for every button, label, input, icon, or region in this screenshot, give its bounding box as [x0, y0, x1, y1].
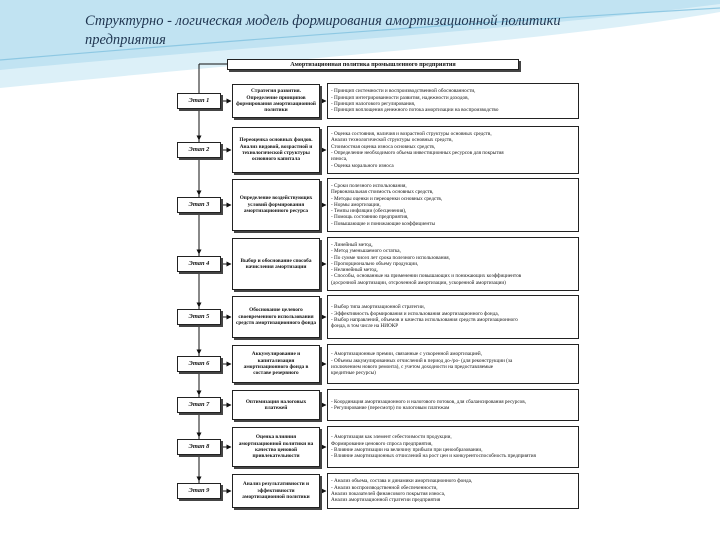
stage-task-box-9: Анализ результативности и эффективности амортизационной политики [232, 474, 320, 508]
stage-task-box-2: Переоценка основных фондов. Анализ видовой, возрастной и технологической структуры основного капитала [232, 127, 320, 173]
stage-6-detail-line: исключением нового ремонта), с учетом доходности на предоставляемые [331, 364, 494, 370]
stage-3-detail-line: Первоначальная стоимость основных средств, [331, 189, 434, 196]
stage-9-detail-line: Анализ показателей финансового покрытия износа, [331, 491, 446, 497]
stage-task-box-4: Выбор и обоснование способа начисления амортизации [232, 238, 320, 290]
slide-title: Структурно - логическая модель формирования амортизационной политики предприятия [85, 13, 561, 48]
stage-details-box-6 [327, 344, 579, 384]
stage-4-detail-line: - По сумме чисел лет срока полезного использования, [331, 254, 450, 261]
stage-1-detail-line: - Принцип системности и воспроизводственной обоснованности, [331, 88, 476, 95]
stage-2-detail-line: - Оценка морального износа [331, 162, 394, 169]
stage-label-9: Этап 9 [177, 483, 221, 499]
stage-7-detail-line: - Координация амортизационного и налогового потоков, для сбалансирования ресурсов, [331, 398, 527, 405]
policy-header-box: Амортизационная политика промышленного предприятия [227, 59, 519, 70]
stage-4-detail-line: - Пропорционально объему продукции, [331, 260, 419, 267]
stage-task-box-8: Оценка влияния амортизационной политики на качество ценовой привлекательности [232, 427, 320, 467]
stage-2-detail-line: Стоимостная оценка износа основных средств, [331, 143, 436, 150]
stage-task-box-7: Оптимизация налоговых платежей [232, 390, 320, 420]
stage-4-detail-line: - Линейный метод, [331, 241, 373, 248]
stage-4-detail-line: - Способы, основанные на применении повышающих и понижающих коэффициентов [331, 273, 522, 280]
stage-2-detail-line: износа, [331, 156, 348, 163]
stage-3-detail-line: - Помощь состоянию предприятия, [331, 214, 409, 221]
stage-1-detail-line: - Принцип интегрированности развития, надежности доходов, [331, 94, 469, 101]
stage-9-detail-line: Анализ амортизационной стратегии предприятия [331, 497, 441, 504]
stage-6-detail-line: - Амортизационные премии, связанные с ускоренной амортизацией, [331, 351, 482, 358]
stage-details-box-5 [327, 295, 579, 339]
stage-task-box-6: Аккумулирование и капитализация амортизационного фонда в составе резервного [232, 345, 320, 383]
stage-3-detail-line: - Методы оценки и переоценки основных средств, [331, 195, 443, 202]
stage-3-detail-line: - Темпы инфляции (обесценения), [331, 208, 407, 215]
stage-details-box-7 [327, 389, 579, 421]
stage-4-detail-line: - Нелинейный метод, [331, 267, 378, 274]
stage-4-detail-line: - Метод уменьшаемого остатка, [331, 248, 401, 255]
stage-details-box-8 [327, 426, 579, 468]
stage-task-box-3: Определение воздействующих условий формирования амортизационного ресурса [232, 179, 320, 231]
stage-details-box-3 [327, 178, 579, 232]
stage-5-detail-line: - Эффективность формирования и использования амортизационного фонда, [331, 310, 499, 317]
stage-5-detail-line: фонда, в том числе на НИОКР [331, 323, 399, 330]
stage-8-detail-line: - Амортизация как элемент себестоимости продукции, [331, 434, 452, 441]
stage-3-detail-line: - Нормы амортизации, [331, 201, 381, 208]
stage-label-8: Этап 8 [177, 439, 221, 455]
stage-label-1: Этап 1 [177, 93, 221, 109]
stage-8-detail-line: - Влияние амортизации на величину прибыли при ценообразовании, [331, 447, 483, 453]
stage-9-detail-line: - Анализ воспроизводственной обеспеченности, [331, 484, 438, 491]
stage-5-detail-line: - Выбор типа амортизационной стратегии, [331, 304, 425, 311]
stage-3-detail-line: - Сроки полезного использования, [331, 182, 407, 189]
stage-label-2: Этап 2 [177, 142, 221, 158]
stage-label-5: Этап 5 [177, 309, 221, 325]
stage-1-detail-line: - Принцип воплощения денежного потока амортизации на воспроизводство [331, 107, 499, 114]
stage-label-3: Этап 3 [177, 197, 221, 213]
stage-details-box-1 [327, 83, 579, 119]
stage-2-detail-line: Анализ технологической структуры основных средств, [331, 137, 453, 144]
stage-6-detail-line: кредитные ресурсы) [331, 370, 376, 377]
stage-details-box-2 [327, 126, 579, 174]
stage-details-box-4 [327, 237, 579, 291]
stage-3-detail-line: - Повышающие и понижающие коэффициенты [331, 220, 435, 227]
stage-8-detail-line: Формирование ценового спроса предприятия, [331, 440, 433, 447]
stage-label-7: Этап 7 [177, 397, 221, 413]
stage-2-detail-line: - Оценка состояния, наличия и возрастной структуры основных средств, [331, 131, 492, 138]
stage-8-detail-line: - Влияние амортизационных отчислений на рост цен и конкурентоспособность предприятия [331, 453, 536, 460]
stage-6-detail-line: - Объемы аккумулированных отчислений в период до-/ро- (для реконструкции (за [331, 357, 513, 364]
stage-1-detail-line: - Принцип налогового регулирования, [331, 101, 416, 107]
stage-2-detail-line: - Определение необходимого объема инвестиционных ресурсов для покрытия [331, 150, 504, 156]
stage-task-box-5: Обоснование целевого своевременного использования средств амортизационного фонда [232, 296, 320, 338]
stage-4-detail-line: (досрочной амортизации, отсроченной амортизации, ускоренной амортизации) [331, 279, 506, 286]
stage-5-detail-line: - Выбор направлений, объемов и качества использования средств амортизационного [331, 317, 518, 323]
stage-details-box-9 [327, 473, 579, 509]
stage-7-detail-line: - Регулирование (пересмотр) по налоговым платежам [331, 405, 450, 411]
stage-label-4: Этап 4 [177, 256, 221, 272]
stage-task-box-1: Стратегия развития. Определение принципов формирования амортизационной политики [232, 84, 320, 118]
stage-label-6: Этап 6 [177, 356, 221, 372]
stage-9-detail-line: - Анализ объема, состава и динамики амортизационного фонда, [331, 478, 473, 485]
